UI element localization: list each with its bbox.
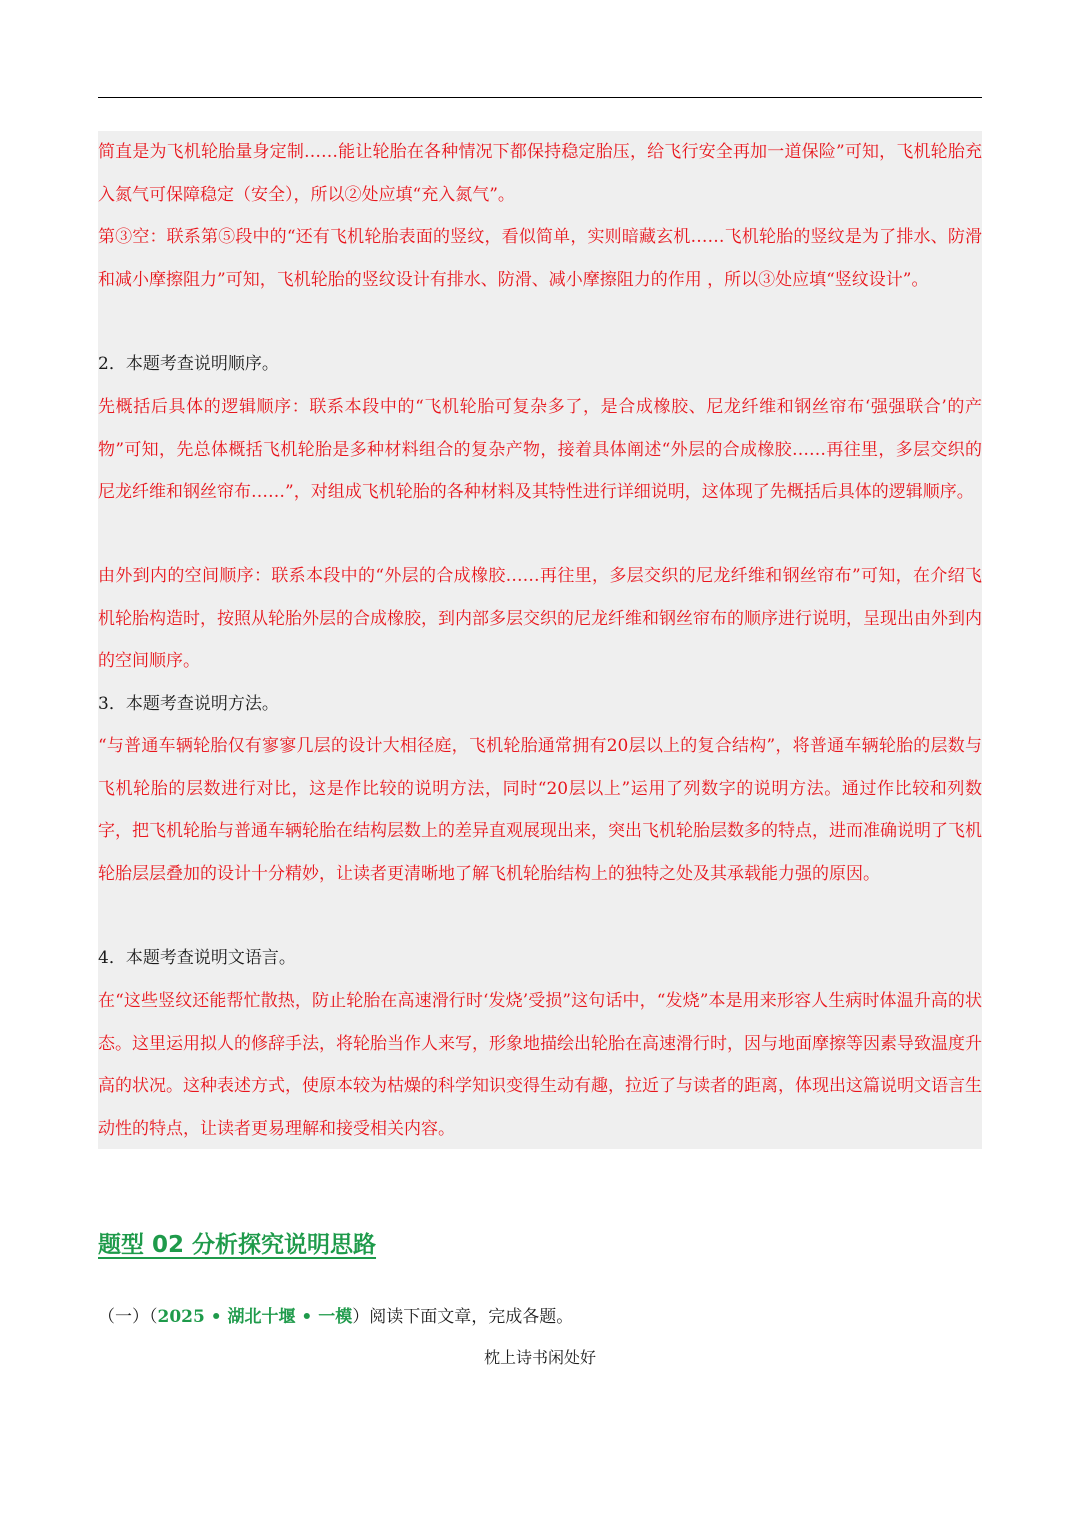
article-title: 枕上诗书闲处好 (483, 1348, 596, 1367)
question-prefix: （一）（ (98, 1307, 158, 1327)
answer-paragraph-6: 在“这些竖纹还能帮忙散热，防止轮胎在高速滑行时‘发烧’受损”这句话中，“发烧”本是用来形容人生病时体温升高的状态。这里运用拟人的修辞手法，将轮胎当作人来写，形象地描绘出轮胎在高速滑行时，因与地面摩擦等因素导致温度升高的状况。这种表述方式，使原本较为枯燥的科学知识变得生动有趣，拉近了与读者的距离，体现出这篇说明文语言生动性的特点，让读者更易理解和接受相关内容。 (98, 991, 982, 1139)
answer-heading-4: 4．本题考查说明文语言。 (98, 948, 296, 968)
question-source: 2025 • 湖北十堰 • 一模 (157, 1307, 353, 1327)
answer-paragraph-5: “与普通车辆轮胎仅有寥寥几层的设计大相径庭，飞机轮胎通常拥有20层以上的复合结构”，将普通车辆轮胎的层数与飞机轮胎的层数进行对比，这是作比较的说明方法，同时“20层以上”运用了列数字的说明方法。通过作比较和列数字，把飞机轮胎与普通车辆轮胎在结构层数上的差异直观展现出来，突出飞机轮胎层数多的特点，进而准确说明了飞机轮胎层层叠加的设计十分精妙，让读者更清晰地了解飞机轮胎结构上的独特之处及其承载能力强的原因。 (98, 736, 982, 884)
question-instruction: ）阅读下面文章，完成各题。 (352, 1307, 574, 1327)
header-rule (98, 97, 982, 98)
answer-heading-3: 3．本题考查说明方法。 (98, 694, 279, 714)
answer-paragraph-3: 先概括后具体的逻辑顺序：联系本段中的“飞机轮胎可复杂多了，是合成橡胶、尼龙纤维和钢丝帘布‘强强联合’的产物”可知，先总体概括飞机轮胎是多种材料组合的复杂产物，接着具体阐述“外层的合成橡胶……再往里，多层交织的尼龙纤维和钢丝帘布……”，对组成飞机轮胎的各种材料及其特性进行详细说明，这体现了先概括后具体的逻辑顺序。 (98, 397, 982, 502)
question-source-line (98, 1300, 573, 1334)
answer-paragraph-1: 简直是为飞机轮胎量身定制……能让轮胎在各种情况下都保持稳定胎压，给飞行安全再加一道保险”可知，飞机轮胎充入氮气可保障稳定（安全），所以②处应填“充入氮气”。 (98, 142, 982, 205)
answer-heading-2: 2．本题考查说明顺序。 (98, 354, 279, 374)
answer-paragraph-2: 第③空：联系第⑤段中的“还有飞机轮胎表面的竖纹，看似简单，实则暗藏玄机……飞机轮胎的竖纹是为了排水、防滑和减小摩擦阻力”可知，飞机轮胎的竖纹设计有排水、防滑、减小摩擦阻力的作用 ，所以③处应填“竖纹设计”。 (98, 227, 982, 290)
section-title: 题型 02 分析探究说明思路 (98, 1232, 377, 1258)
answer-paragraph-4: 由外到内的空间顺序：联系本段中的“外层的合成橡胶……再往里，多层交织的尼龙纤维和钢丝帘布”可知，在介绍飞机轮胎构造时，按照从轮胎外层的合成橡胶，到内部多层交织的尼龙纤维和钢丝帘布的顺序进行说明，呈现出由外到内的空间顺序。 (98, 566, 982, 671)
